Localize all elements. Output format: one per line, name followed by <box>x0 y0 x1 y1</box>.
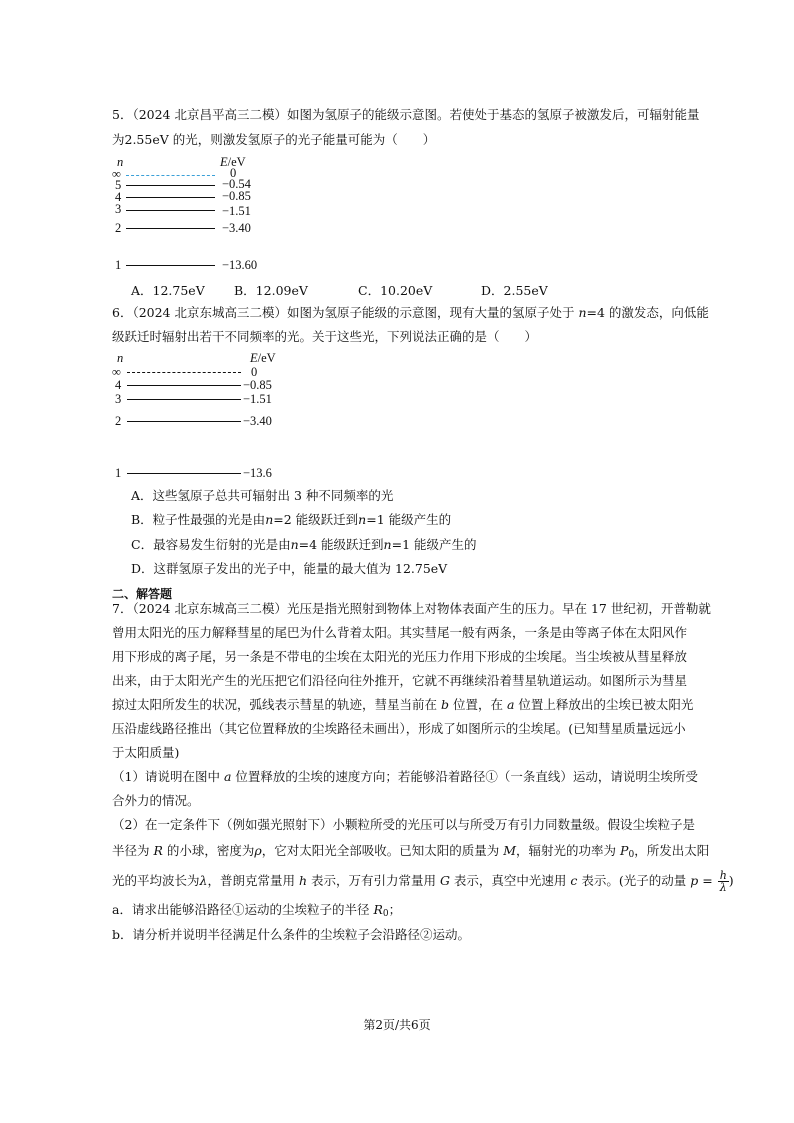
q7-line-2: 曾用太阳光的压力解释彗星的尾巴为什么背着太阳。其实彗尾一般有两条，一条是由等离子体在太阳风作 <box>112 625 688 640</box>
q6-level-n-2: 2 <box>115 414 122 428</box>
q6-level-e-3: −1.51 <box>243 392 272 406</box>
q6-level-line-1 <box>127 473 241 474</box>
q5-level-e-inf: 0 <box>230 166 237 180</box>
q5-level-e-2: −3.40 <box>222 221 251 235</box>
q6-level-n-3: 3 <box>115 392 122 406</box>
q6-line-2: 级跃迁时辐射出若干不同频率的光。关于这些光，下列说法正确的是（ ） <box>112 329 538 344</box>
q6-option-a[interactable]: A．这些氢原子总共可辐射出 3 种不同频率的光 <box>131 488 394 503</box>
q5-level-e-3: −1.51 <box>222 204 251 218</box>
q6-level-line-3 <box>127 399 241 400</box>
q5-level-line-5 <box>126 185 215 186</box>
q5-level-line-3 <box>126 210 215 211</box>
q7-part-b: b．请分析并说明半径满足什么条件的尘埃粒子会沿路径②运动。 <box>112 927 471 942</box>
q6-level-n-1: 1 <box>115 466 122 480</box>
q5-level-e-1: −13.60 <box>222 258 258 272</box>
q6-e-axis-label: E/eV <box>250 351 276 365</box>
section-heading: 二、解答题 <box>112 587 173 601</box>
q6-n-axis-label: n <box>117 351 124 365</box>
q5-level-line-inf <box>126 175 215 176</box>
q7-part-2-line-1: （2）在一定条件下（例如强光照射下）小颗粒所受的光压可以与所受万有引力同数量级。假设尘埃粒子是 <box>112 817 695 832</box>
q5-level-n-2: 2 <box>115 221 122 235</box>
q6-level-e-4: −0.85 <box>243 378 272 392</box>
q6-level-line-2 <box>127 421 241 422</box>
q5-level-n-1: 1 <box>115 258 122 272</box>
q5-option-d[interactable]: D．2.55eV <box>481 283 548 298</box>
q5-line-2: 为2.55eV 的光，则激发氢原子的光子能量可能为（ ） <box>112 132 436 147</box>
q6-energy-level-diagram <box>112 350 332 485</box>
q7-part-a: a．请求出能够沿路径①运动的尘埃粒子的半径 $R_0$； <box>112 902 402 919</box>
q5-level-n-inf: ∞ <box>112 167 121 181</box>
q7-part-1-line-2: 合外力的情况。 <box>112 793 200 808</box>
q6-option-b[interactable]: B．粒子性最强的光是由n=2 能级跃迁到n=1 能级产生的 <box>131 512 452 527</box>
q5-e-axis-label: E/eV <box>220 155 246 169</box>
q7-line-5: 掠过太阳所发生的状况，弧线表示彗星的轨迹，彗星当前在 b 位置，在 a 位置上释放出的尘埃已被太阳光 <box>112 697 694 712</box>
q5-level-line-4 <box>126 197 215 198</box>
page-footer: 第2页/共6页 <box>363 1018 431 1032</box>
q5-level-n-5: 5 <box>115 178 122 192</box>
q6-level-e-2: −3.40 <box>243 414 272 428</box>
q5-level-n-4: 4 <box>115 190 122 204</box>
q5-level-e-4: −0.85 <box>222 189 251 203</box>
q5-option-b[interactable]: B．12.09eV <box>234 283 308 298</box>
q5-energy-level-diagram <box>112 155 312 275</box>
q7-part-2-line-3: 光的平均波长为λ，普朗克常量用 h 表示，万有引力常量用 G 表示，真空中光速用 c 表示。(光子的动量 p = $\frac{h}{\lambda}$ ) <box>112 869 734 894</box>
q6-level-line-inf <box>127 372 241 373</box>
q5-option-c[interactable]: C．10.20eV <box>358 283 433 298</box>
q6-level-n-4: 4 <box>115 378 122 392</box>
q5-option-a[interactable]: A．12.75eV <box>131 283 205 298</box>
q7-line-3: 用下形成的离子尾，另一条是不带电的尘埃在太阳光的光压力作用下形成的尘埃尾。当尘埃被从彗星释放 <box>112 649 688 664</box>
momentum-fraction: $\frac{h}{\lambda}$ <box>719 869 727 894</box>
q6-level-n-inf: ∞ <box>112 365 121 379</box>
q5-level-e-5: −0.54 <box>222 177 251 191</box>
q7-part-1-line-1: （1）请说明在图中 a 位置释放的尘埃的速度方向；若能够沿着路径①（一条直线）运动，请说明尘埃所受 <box>112 769 698 784</box>
q6-level-e-1: −13.6 <box>243 466 272 480</box>
q7-line-4: 出来，由于太阳光产生的光压把它们沿径向往外推开，它就不再继续沿着彗星轨道运动。如图所示为彗星 <box>112 673 688 688</box>
q6-level-line-4 <box>127 385 241 386</box>
q7-part-2-line-2: 半径为 R 的小球，密度为ρ，它对太阳光全部吸收。已知太阳的质量为 M，辐射光的功率为 $P_0$，所发出太阳 <box>112 843 710 860</box>
q7-line-1: 7．（2024 北京东城高三二模）光压是指光照射到物体上对物体表面产生的压力。早在 17 世纪初，开普勒就 <box>112 601 711 616</box>
q5-line-1: 5．（2024 北京昌平高三二模）如图为氢原子的能级示意图。若使处于基态的氢原子被激发后，可辐射能量 <box>112 107 700 122</box>
q6-line-1: 6．（2024 北京东城高三二模）如图为氢原子能级的示意图，现有大量的氢原子处于 n=4 的激发态，向低能 <box>112 305 709 320</box>
q7-line-6: 压沿虚线路径推出（其它位置释放的尘埃路径未画出），形成了如图所示的尘埃尾。(已知彗星质量远远小 <box>112 721 686 736</box>
q5-level-line-1 <box>126 265 215 266</box>
q6-option-c[interactable]: C．最容易发生衍射的光是由n=4 能级跃迁到n=1 能级产生的 <box>131 537 477 552</box>
q5-level-n-3: 3 <box>115 202 122 216</box>
q5-n-axis-label: n <box>117 155 124 169</box>
q5-level-line-2 <box>126 228 215 229</box>
q6-option-d[interactable]: D．这群氢原子发出的光子中，能量的最大值为 12.75eV <box>131 561 448 576</box>
q6-level-e-inf: 0 <box>251 365 258 379</box>
q7-line-7: 于太阳质量) <box>112 745 180 760</box>
